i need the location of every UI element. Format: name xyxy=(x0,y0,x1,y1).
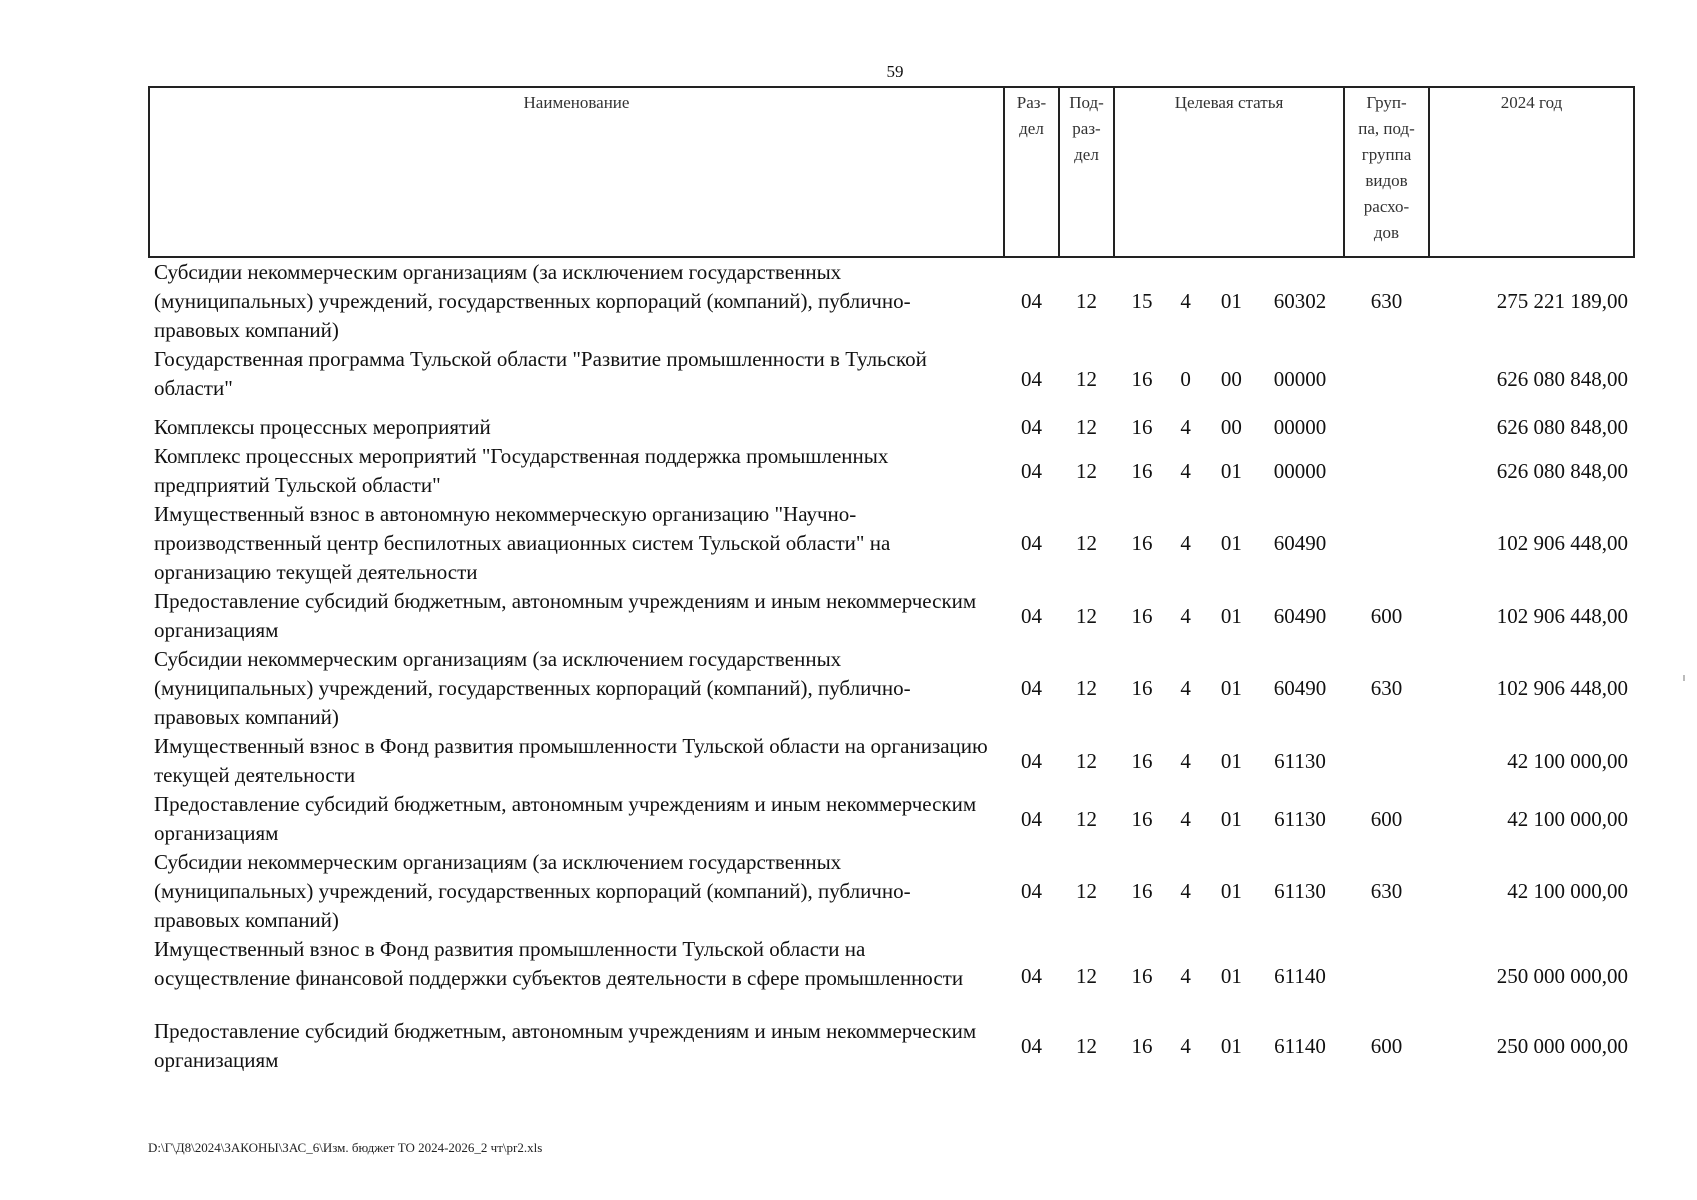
row-group xyxy=(1344,732,1429,790)
header-row xyxy=(149,87,1634,257)
row-name: Имущественный взнос в автономную некоммерческую организацию "Научно-производственный центр беспилотных авиационных систем Тульской области" на организацию текущей деятельности xyxy=(154,502,891,584)
header-group: Груп- па, под- группа видов расхо- дов xyxy=(1344,87,1429,257)
row-target-t3: 01 xyxy=(1220,531,1242,555)
table-row xyxy=(149,345,1634,413)
row-target-t2: 4 xyxy=(1180,879,1191,903)
row-target xyxy=(1114,848,1344,935)
row-podrazdel: 12 xyxy=(1076,458,1097,483)
row-target-t3: 01 xyxy=(1220,748,1242,773)
row-target-t1: 16 xyxy=(1131,415,1153,439)
row-amount: 250 000 000,00 xyxy=(1496,963,1628,988)
row-group: 600 xyxy=(1370,1033,1403,1058)
row-group: 630 xyxy=(1370,289,1403,313)
row-target xyxy=(1114,1017,1344,1075)
row-amount: 275 221 189,00 xyxy=(1496,289,1628,313)
row-group: 600 xyxy=(1370,806,1403,831)
row-target-t3: 01 xyxy=(1220,289,1242,313)
row-name: Предоставление субсидий бюджетным, автономным учреждениям и иным некоммерческим организациям xyxy=(154,792,977,845)
row-razdel: 04 xyxy=(1021,963,1042,988)
row-target xyxy=(1114,442,1344,500)
scan-mark xyxy=(1683,675,1685,681)
row-target-t3: 01 xyxy=(1220,458,1242,483)
row-razdel: 04 xyxy=(1021,748,1042,773)
row-razdel: 04 xyxy=(1021,458,1042,483)
row-amount: 626 080 848,00 xyxy=(1496,458,1628,483)
row-target-t4: 61140 xyxy=(1274,963,1326,988)
table-row xyxy=(149,442,1634,500)
row-amount: 250 000 000,00 xyxy=(1496,1033,1628,1058)
row-razdel: 04 xyxy=(1021,879,1042,903)
row-target-t2: 4 xyxy=(1180,676,1191,700)
row-razdel: 04 xyxy=(1021,415,1042,439)
header-year: 2024 год xyxy=(1429,87,1634,257)
row-group xyxy=(1344,935,1429,1017)
row-name: Субсидии некоммерческим организациям (за исключением государственных (муниципальных) учреждений, государственных корпораций (компаний), публично-правовых компаний) xyxy=(154,647,911,729)
row-razdel: 04 xyxy=(1021,366,1042,391)
row-podrazdel: 12 xyxy=(1076,531,1097,555)
row-group xyxy=(1344,500,1429,587)
row-name: Предоставление субсидий бюджетным, автономным учреждениям и иным некоммерческим организациям xyxy=(154,589,977,642)
row-target xyxy=(1114,257,1344,345)
table-body xyxy=(149,257,1634,1075)
row-target-t1: 15 xyxy=(1131,289,1153,313)
row-amount: 102 906 448,00 xyxy=(1496,676,1628,700)
row-podrazdel: 12 xyxy=(1076,603,1097,628)
row-target-t4: 61140 xyxy=(1274,1033,1326,1058)
table-row xyxy=(149,257,1634,345)
table-row xyxy=(149,587,1634,645)
row-podrazdel: 12 xyxy=(1076,415,1097,439)
row-target xyxy=(1114,345,1344,413)
row-podrazdel: 12 xyxy=(1076,748,1097,773)
row-target-t2: 4 xyxy=(1180,1033,1191,1058)
row-target xyxy=(1114,935,1344,1017)
row-group xyxy=(1344,442,1429,500)
row-target-t3: 01 xyxy=(1220,676,1242,700)
row-target-t1: 16 xyxy=(1131,963,1153,988)
row-group: 630 xyxy=(1370,676,1403,700)
row-group xyxy=(1344,345,1429,413)
row-podrazdel: 12 xyxy=(1076,676,1097,700)
row-target-t1: 16 xyxy=(1131,676,1153,700)
row-target-t4: 61130 xyxy=(1274,879,1326,903)
row-podrazdel: 12 xyxy=(1076,879,1097,903)
table-row xyxy=(149,848,1634,935)
row-group: 600 xyxy=(1370,603,1403,628)
row-target-t3: 00 xyxy=(1220,415,1242,439)
row-target xyxy=(1114,413,1344,442)
row-target xyxy=(1114,587,1344,645)
row-name: Имущественный взнос в Фонд развития промышленности Тульской области на организацию текущей деятельности xyxy=(154,734,988,787)
row-target-t4: 60302 xyxy=(1273,289,1327,313)
row-razdel: 04 xyxy=(1021,676,1042,700)
table-row xyxy=(149,1017,1634,1075)
header-target: Целевая статья xyxy=(1114,87,1344,257)
row-target-t1: 16 xyxy=(1131,879,1153,903)
row-podrazdel: 12 xyxy=(1076,289,1097,313)
header-name: Наименование xyxy=(149,87,1004,257)
row-target-t1: 16 xyxy=(1131,806,1153,831)
row-target xyxy=(1114,500,1344,587)
row-target-t3: 01 xyxy=(1220,806,1242,831)
row-amount: 42 100 000,00 xyxy=(1507,806,1628,831)
row-name: Субсидии некоммерческим организациям (за исключением государственных (муниципальных) учреждений, государственных корпораций (компаний), публично-правовых компаний) xyxy=(154,260,911,342)
row-name: Имущественный взнос в Фонд развития промышленности Тульской области на осуществление финансовой поддержки субъектов деятельности в сфере промышленности xyxy=(154,937,964,990)
row-target-t4: 00000 xyxy=(1273,458,1327,483)
row-target-t2: 4 xyxy=(1180,603,1191,628)
row-name: Комплекс процессных мероприятий "Государственная поддержка промышленных предприятий Тульской области" xyxy=(154,444,889,497)
row-amount: 626 080 848,00 xyxy=(1496,366,1628,391)
row-amount: 626 080 848,00 xyxy=(1496,415,1628,439)
row-name: Государственная программа Тульской области "Развитие промышленности в Тульской области" xyxy=(154,347,927,400)
header-razdel: Раз- дел xyxy=(1004,87,1059,257)
row-amount: 102 906 448,00 xyxy=(1496,531,1628,555)
row-target-t3: 00 xyxy=(1220,366,1242,391)
row-amount: 42 100 000,00 xyxy=(1507,879,1628,903)
row-target-t1: 16 xyxy=(1131,531,1153,555)
row-target-t2: 4 xyxy=(1180,963,1191,988)
row-podrazdel: 12 xyxy=(1076,366,1097,391)
row-target-t4: 00000 xyxy=(1273,415,1327,439)
row-podrazdel: 12 xyxy=(1076,963,1097,988)
row-target-t1: 16 xyxy=(1131,1033,1153,1058)
row-target-t3: 01 xyxy=(1220,1033,1242,1058)
table-row xyxy=(149,732,1634,790)
row-target-t2: 4 xyxy=(1180,748,1191,773)
row-group xyxy=(1344,413,1429,442)
row-target xyxy=(1114,790,1344,848)
row-target-t4: 60490 xyxy=(1273,603,1327,628)
row-podrazdel: 12 xyxy=(1076,806,1097,831)
row-amount: 42 100 000,00 xyxy=(1507,748,1628,773)
row-target xyxy=(1114,732,1344,790)
table-row xyxy=(149,790,1634,848)
row-target-t3: 01 xyxy=(1220,963,1242,988)
row-target-t2: 4 xyxy=(1180,531,1191,555)
row-target-t4: 00000 xyxy=(1273,366,1327,391)
row-razdel: 04 xyxy=(1021,1033,1042,1058)
row-podrazdel: 12 xyxy=(1076,1033,1097,1058)
row-target-t1: 16 xyxy=(1131,458,1153,483)
row-razdel: 04 xyxy=(1021,531,1042,555)
row-razdel: 04 xyxy=(1021,289,1042,313)
row-target-t3: 01 xyxy=(1220,603,1242,628)
row-amount: 102 906 448,00 xyxy=(1496,603,1628,628)
row-target-t3: 01 xyxy=(1220,879,1242,903)
row-name: Субсидии некоммерческим организациям (за исключением государственных (муниципальных) учреждений, государственных корпораций (компаний), публично-правовых компаний) xyxy=(154,850,911,932)
row-target-t4: 60490 xyxy=(1273,531,1327,555)
row-razdel: 04 xyxy=(1021,806,1042,831)
page-number: 59 xyxy=(886,62,904,81)
row-group: 630 xyxy=(1370,879,1403,903)
row-target-t4: 61130 xyxy=(1274,806,1326,831)
budget-table xyxy=(148,86,1635,1075)
row-target-t4: 61130 xyxy=(1274,748,1326,773)
table-row xyxy=(149,500,1634,587)
table-row xyxy=(149,935,1634,1017)
row-name: Комплексы процессных мероприятий xyxy=(154,415,491,439)
row-name: Предоставление субсидий бюджетным, автономным учреждениям и иным некоммерческим организациям xyxy=(154,1019,977,1072)
row-target-t1: 16 xyxy=(1131,366,1153,391)
row-target-t2: 4 xyxy=(1180,806,1191,831)
row-target-t2: 4 xyxy=(1180,289,1191,313)
row-target-t4: 60490 xyxy=(1273,676,1327,700)
table-row xyxy=(149,413,1634,442)
row-target-t2: 0 xyxy=(1180,366,1191,391)
header-podrazdel: Под- раз- дел xyxy=(1059,87,1114,257)
row-target-t2: 4 xyxy=(1180,458,1191,483)
table-row xyxy=(149,645,1634,732)
row-target-t2: 4 xyxy=(1180,415,1191,439)
row-target-t1: 16 xyxy=(1131,603,1153,628)
footer-file-path: D:\Г\Д8\2024\ЗАКОНЫ\ЗАС_6\Изм. бюджет ТО 2024-2026_2 чт\pr2.xls xyxy=(148,1140,543,1155)
row-target xyxy=(1114,645,1344,732)
row-razdel: 04 xyxy=(1021,603,1042,628)
row-target-t1: 16 xyxy=(1131,748,1153,773)
